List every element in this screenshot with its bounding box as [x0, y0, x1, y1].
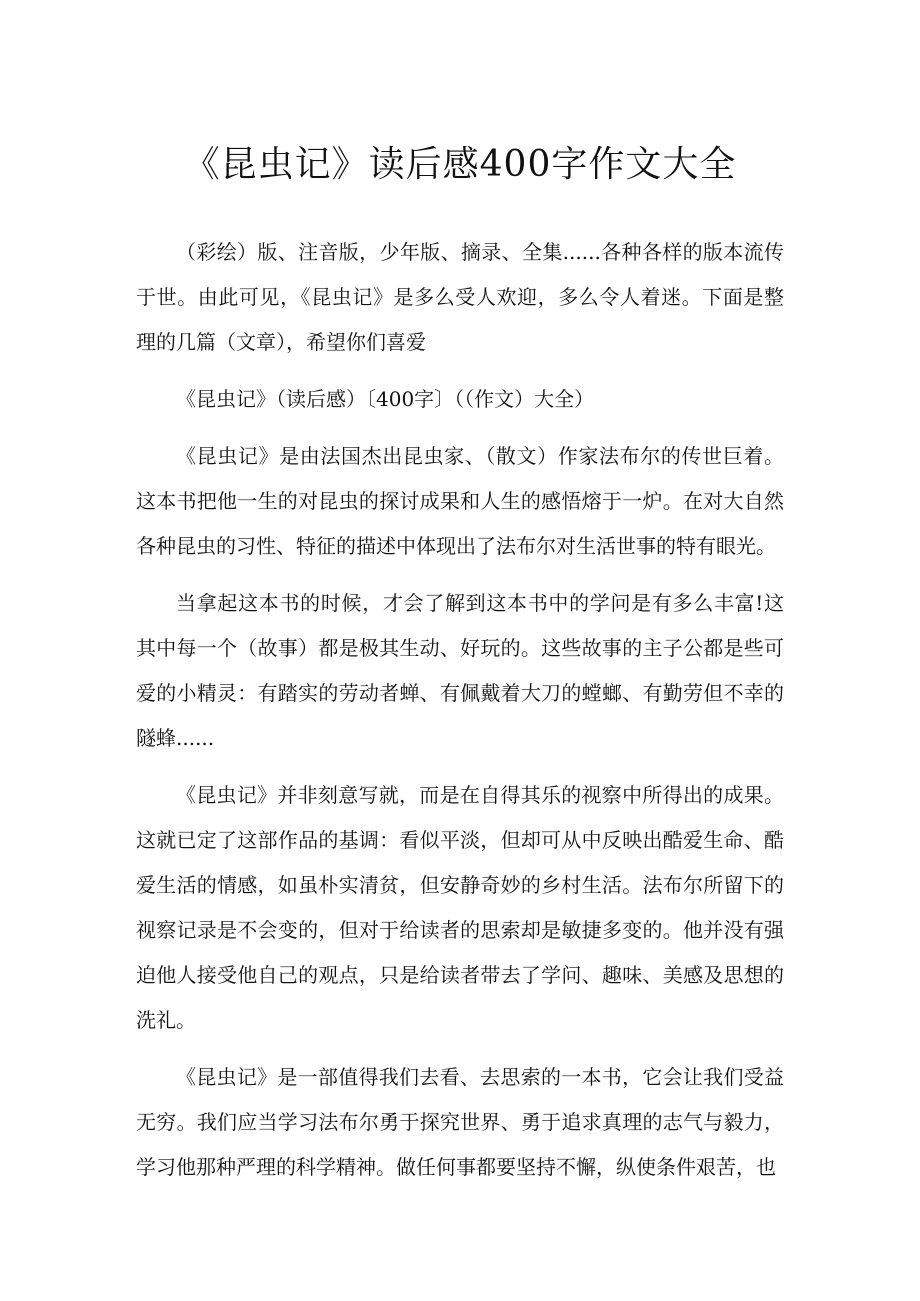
paragraph-intro: （彩绘）版、注音版，少年版、摘录、全集......各种各样的版本流传于世。由此可见，《昆虫记》是多么受人欢迎，多么令人着迷。下面是整理的几篇（文章），希望你们喜爱 [136, 240, 784, 354]
paragraph-body-2: 当拿起这本书的时候，才会了解到这本书中的学问是有多么丰富!这其中每一个（故事）都是极其生动、好玩的。这些故事的主子公都是些可爱的小精灵：有踏实的劳动者蝉、有佩戴着大刀的螳螂、有勤劳但不幸的隧蜂...... [136, 591, 784, 750]
document-title: 《昆虫记》读后感400字作文大全 [183, 144, 737, 185]
paragraph-body-1: 《昆虫记》是由法国杰出昆虫家、（散文）作家法布尔的传世巨着。这本书把他一生的对昆虫的探讨成果和人生的感悟熔于一炉。在对大自然各种昆虫的习性、特征的描述中体现出了法布尔对生活世事的特有眼光。 [136, 444, 784, 558]
paragraph-subtitle: 《昆虫记》（读后感）〔400字〕（（作文）大全） [176, 387, 595, 411]
paragraph-body-4: 《昆虫记》是一部值得我们去看、去思索的一本书，它会让我们受益无穷。我们应当学习法布尔勇于探究世界、勇于追求真理的志气与毅力，学习他那种严理的科学精神。做任何事都要坚持不懈，纵使条件艰苦，也 [136, 1065, 784, 1179]
paragraph-body-3: 《昆虫记》并非刻意写就，而是在自得其乐的视察中所得出的成果。这就已定了这部作品的基调：看似平淡，但却可从中反映出酷爱生命、酷爱生活的情感，如虽朴实清贫，但安静奇妙的乡村生活。法布尔所留下的视察记录是不会变的，但对于给读者的思索却是敏捷多变的。他并没有强迫他人接受他自己的观点，只是给读者带去了学问、趣味、美感及思想的洗礼。 [136, 783, 784, 1032]
